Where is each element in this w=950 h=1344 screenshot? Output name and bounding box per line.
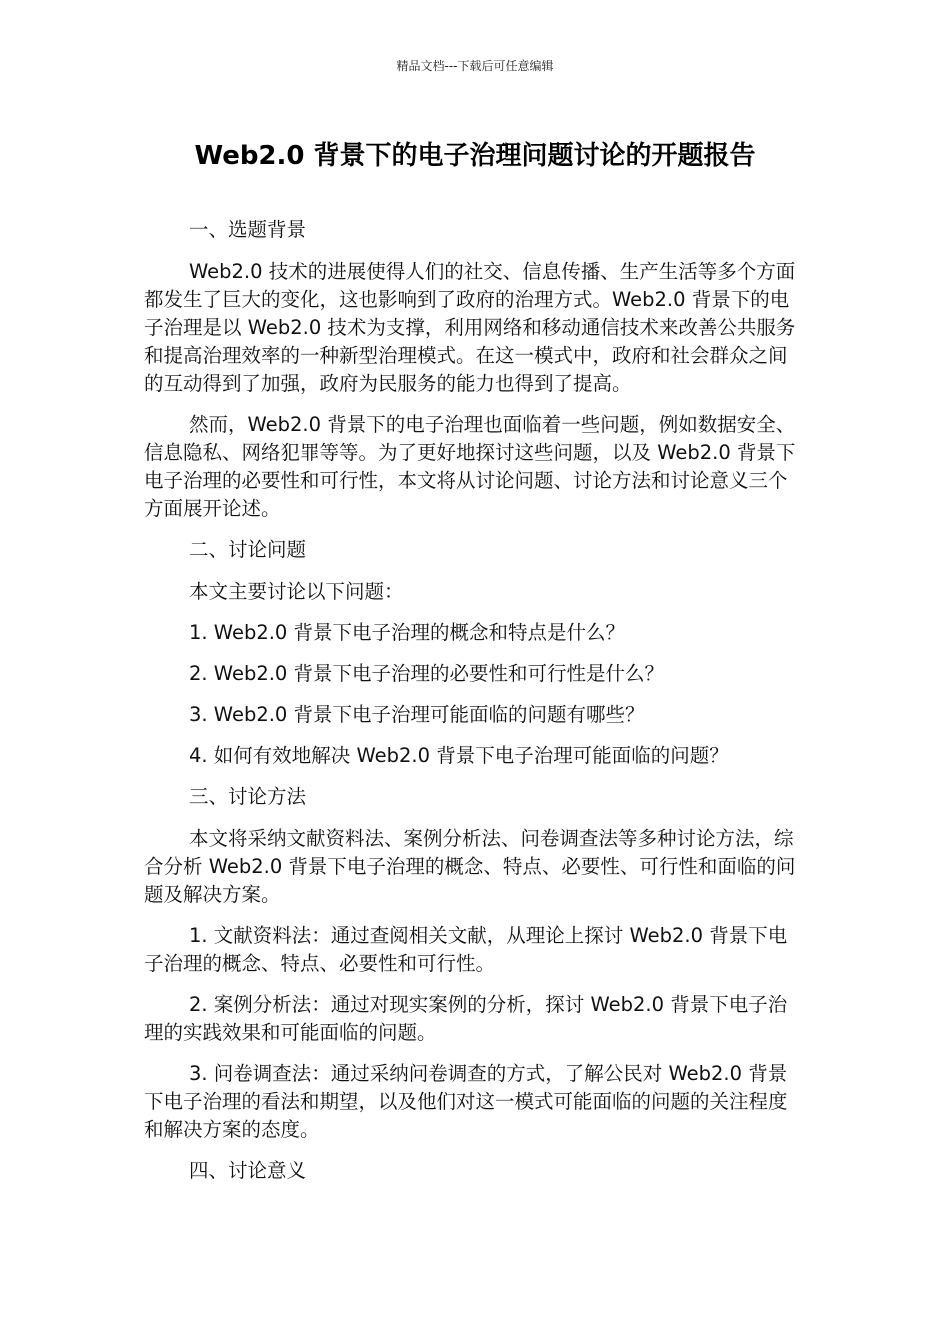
method-item-3: 3. 问卷调查法：通过采纳问卷调查的方式，了解公民对 Web2.0 背景下电子治理的看法和期望，以及他们对这一模式可能面临的问题的关注程度和解决方案的态度。 xyxy=(144,1062,788,1141)
document-body xyxy=(144,216,804,1199)
paragraph-background-2: 然而，Web2.0 背景下的电子治理也面临着一些问题，例如数据安全、信息隐私、网络犯罪等等。为了更好地探讨这些问题，以及 Web2.0 背景下电子治理的必要性和可行性，本文将从讨论问题、讨论方法和讨论意义三个方面展开论述。 xyxy=(144,413,796,520)
paragraph-background-1: Web2.0 技术的进展使得人们的社交、信息传播、生产生活等多个方面都发生了巨大的变化，这也影响到了政府的治理方式。Web2.0 背景下的电子治理是以 Web2.0 技术为支撑，利用网络和移动通信技术来改善公共服务和提高治理效率的一种新型治理模式。在这一模式中，政府和社会群众之间的互动得到了加强，政府为民服务的能力也得到了提高。 xyxy=(144,260,796,395)
section-heading-2: 二、讨论问题 xyxy=(189,538,307,561)
section-heading-1: 一、选题背景 xyxy=(189,218,307,241)
method-item-2: 2. 案例分析法：通过对现实案例的分析，探讨 Web2.0 背景下电子治理的实践效果和可能面临的问题。 xyxy=(144,993,788,1044)
question-item-2: 2. Web2.0 背景下电子治理的必要性和可行性是什么？ xyxy=(189,662,665,685)
method-item-1: 1. 文献资料法：通过查阅相关文献，从理论上探讨 Web2.0 背景下电子治理的概念、特点、必要性和可行性。 xyxy=(144,924,788,975)
header-note: 精品文档---下载后可任意编辑 xyxy=(396,59,554,73)
section-heading-4: 四、讨论意义 xyxy=(189,1159,307,1182)
question-item-1: 1. Web2.0 背景下电子治理的概念和特点是什么？ xyxy=(189,621,626,644)
question-item-3: 3. Web2.0 背景下电子治理可能面临的问题有哪些？ xyxy=(189,703,645,726)
document-title: Web2.0 背景下的电子治理问题讨论的开题报告 xyxy=(194,141,756,171)
question-item-4: 4. 如何有效地解决 Web2.0 背景下电子治理可能面临的问题？ xyxy=(189,744,729,767)
paragraph-questions-intro: 本文主要讨论以下问题： xyxy=(189,580,404,603)
section-heading-3: 三、讨论方法 xyxy=(189,785,307,808)
paragraph-methods-intro: 本文将采纳文献资料法、案例分析法、问卷调查法等多种讨论方法，综合分析 Web2.0 背景下电子治理的概念、特点、必要性、可行性和面临的问题及解决方案。 xyxy=(144,827,796,906)
